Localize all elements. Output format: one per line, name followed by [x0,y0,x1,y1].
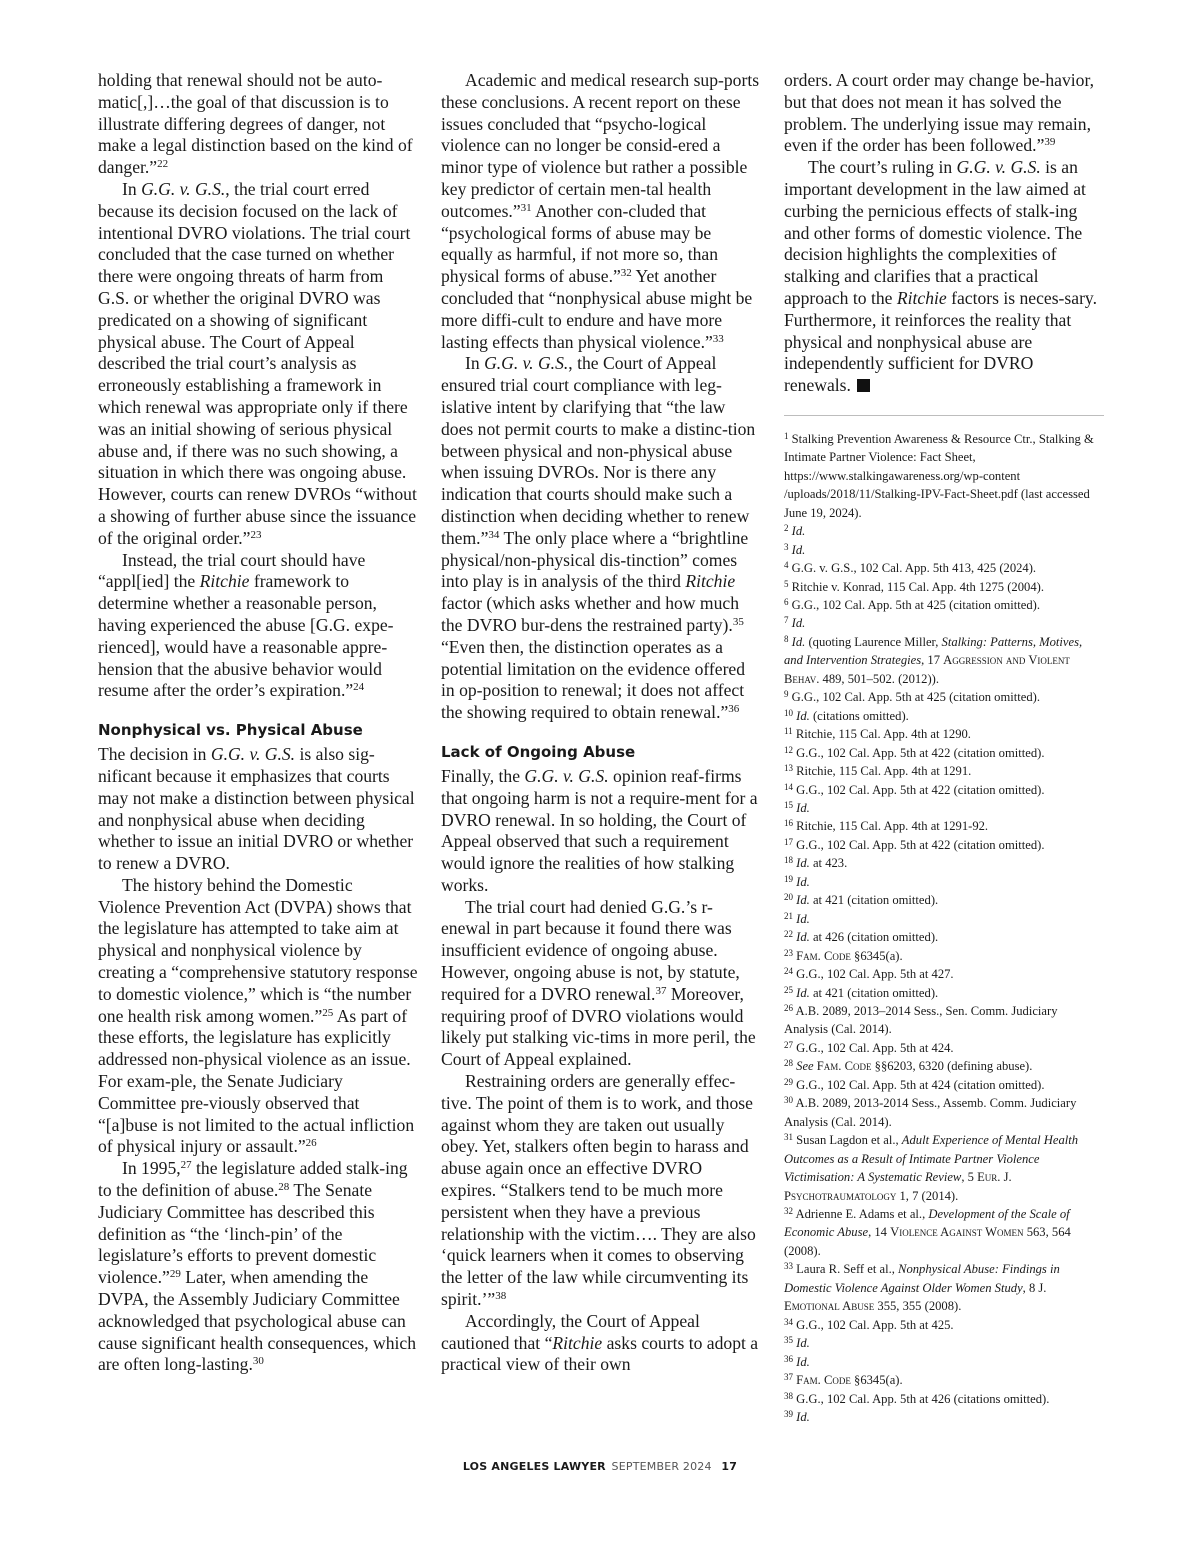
footnote: $^{25}$ Id. at 421 (citation omitted). [784,984,939,1000]
footnote: $^{12}$ G.G., 102 Cal. App. 5th at 422 (citation omitted). [784,744,1045,760]
case-name: Ritchie [552,1332,603,1353]
end-of-article-square-icon [857,379,870,392]
case-name: G.G. v. G.S. [956,157,1041,178]
paragraph: orders. A court order may change be-havior, but that does not mean it has solved the problem. The underlying issue may remain, even if the order has been followed.”$^{39}$ [784,70,1095,156]
footnote: $^8$ Id. (quoting Laurence Miller, Stalking: Patterns, Motives, and Intervention Strategies, 17 Aggression and Violent Behav. 489, 501–502. (2012)). [784,633,1083,686]
footnote-ref: 36 [728,703,740,716]
footnote: $^{36}$ Id. [784,1353,810,1369]
footnote: $^6$ G.G., 102 Cal. App. 5th at 425 (citation omitted). [784,597,1041,613]
footnote-ref: 22 [157,158,169,171]
paragraph: In G.G. v. G.S., the Court of Appeal ensured trial court compliance with leg-islative intent by clarifying that “the law does not permit courts to make a distinc-tion between physical and non-physical abuse when issuing DVROs. Nor is there any indication that courts should make such a distinction when deciding whether to renew them.”$^{34}$ The only place where a “brightline physical/non-physical dis-tinction” comes into play is in analysis of the third Ritchie factor (which asks whether and how much the DVRO bur-dens the restrained party).$^{35}$ “Even then, the distinction operates as a potential limitation on the evidence offered in op-position to renewal; it does not affect the showing required to obtain renewal.”$^{36}$ [441,353,756,723]
footnote: $^{33}$ Laura R. Seff et al., Nonphysical Abuse: Findings in Domestic Violence Against Older Women Study, 8 J. Emotional Abuse 355, 355 (2008). [784,1261,1060,1314]
paragraph: Accordingly, the Court of Appeal cautioned that “Ritchie asks courts to adopt a practical view of their own [441,1310,759,1375]
footnote: $^{32}$ Adrienne E. Adams et al., Development of the Scale of Economic Abuse, 14 Violence Against Women 563, 564 (2008). [784,1205,1071,1258]
case-name: G.G. v. G.S. [141,178,226,199]
footnote: $^3$ Id. [784,541,806,557]
footnote: $^7$ Id. [784,615,806,631]
issue-date: SEPTEMBER 2024 [611,1460,712,1473]
footnote: $^{13}$ Ritchie, 115 Cal. App. 4th at 1291. [784,763,972,779]
publication-name: LOS ANGELES LAWYER [462,1460,606,1473]
paragraph: The decision in G.G. v. G.S. is also sig-nificant because it emphasizes that courts may not make a distinction between physical and nonphysical abuse when deciding whether to issue an initial DVRO or whether to renew a DVRO. [98,744,415,874]
case-name: Ritchie [685,571,736,592]
section-heading: Lack of Ongoing Abuse [441,742,636,761]
footnote: $^{24}$ G.G., 102 Cal. App. 5th at 427. [784,966,954,982]
footnote-ref: 30 [252,1355,264,1368]
footnote: $^5$ Ritchie v. Konrad, 115 Cal. App. 4th 1275 (2004). [784,578,1044,594]
footnote: $^{30}$ A.B. 2089, 2013-2014 Sess., Assemb. Comm. Judiciary Analysis (Cal. 2014). [784,1095,1077,1129]
paragraph: holding that renewal should not be auto-matic[,]…the goal of that discussion is to illustrate differing degrees of danger, not make a legal distinction based on the kind of danger.”$^{22}$ [98,70,413,178]
footnote-ref: 29 [169,1268,181,1281]
case-name: G.G. v. G.S. [524,765,609,786]
footnote: $^{27}$ G.G., 102 Cal. App. 5th at 424. [784,1039,954,1055]
case-name: Ritchie [896,287,947,308]
paragraph: Finally, the G.G. v. G.S. opinion reaf-firms that ongoing harm is not a require-ment for a DVRO renewal. In so holding, the Court of Appeal observed that such a requirement would ignore the realities of how stalking works. [441,765,758,895]
footnote: $^2$ Id. [784,523,806,539]
footnote-ref: 33 [712,332,724,345]
article-column-1 [98,70,418,1376]
article-column-3 [784,70,1104,1426]
footnote-ref: 28 [278,1181,290,1194]
footnote-ref: 38 [495,1290,507,1303]
footnote: $^{20}$ Id. at 421 (citation omitted). [784,892,939,908]
footnote: $^{14}$ G.G., 102 Cal. App. 5th at 422 (citation omitted). [784,781,1045,797]
footnote: $^{39}$ Id. [784,1408,810,1424]
footnote: $^{21}$ Id. [784,910,810,926]
footnote: $^{11}$ Ritchie, 115 Cal. App. 4th at 1290. [784,726,971,742]
footnote-ref: 39 [1044,136,1056,149]
footnote-ref: 34 [488,528,500,541]
footnotes [784,415,1104,1426]
footnote: $^{10}$ Id. (citations omitted). [784,707,909,723]
page-footer [0,1460,1200,1473]
case-name: G.G. v. G.S. [210,744,296,765]
page-number: 17 [721,1460,738,1473]
paragraph: Instead, the trial court should have “appl[ied] the Ritchie framework to determine whether a reasonable person, having experienced the abuse [G.G. expe-rienced], would have a reasonable appre-hension that the abusive behavior would resume after the order’s expiration.”$^{24}$ [98,549,394,701]
paragraph: The trial court had denied G.G.’s r-enewal in part because it found there was insufficient evidence of ongoing abuse. However, ongoing abuse is not, by statute, required for a DVRO renewal.$^{37}$ Moreover, requiring proof of DVRO violations would likely put stalking vic-tims in more peril, the Court of Appeal explained. [441,896,756,1070]
footnote-ref: 27 [180,1159,192,1172]
footnote: $^{26}$ A.B. 2089, 2013–2014 Sess., Sen. Comm. Judiciary Analysis (Cal. 2014). [784,1003,1058,1037]
case-name: Ritchie [199,571,250,592]
footnote: $^{31}$ Susan Lagdon et al., Adult Experience of Mental Health Outcomes as a Result of Intimate Partner Violence Victimisation: A Systematic Review, 5 Eur. J. Psychotraumatology 1, 7 (2014). [784,1132,1079,1203]
footnote-ref: 35 [732,615,744,628]
footnote-ref: 23 [250,528,262,541]
footnote: $^9$ G.G., 102 Cal. App. 5th at 425 (citation omitted). [784,689,1041,705]
footnote: $^{17}$ G.G., 102 Cal. App. 5th at 422 (citation omitted). [784,836,1045,852]
paragraph: In G.G. v. G.S., the trial court erred because its decision focused on the lack of intentional DVRO violations. The trial court concluded that the case turned on whether there were ongoing threats of harm from G.S. or whether the original DVRO was predicated on a showing of significant physical abuse. The Court of Appeal described the trial court’s analysis as erroneously establishing a framework in which renewal was appropriate only if there was an initial showing of serious physical abuse and, if there was no such showing, a situation in which there was ongoing abuse. However, courts can renew DVROs “without a showing of further abuse since the issuance of the original order.”$^{23}$ [98,178,417,548]
footnote: $^1$ Stalking Prevention Awareness & Resource Ctr., Stalking & Intimate Partner Violence: Fact Sheet, https://www.stalkingawareness.org/wp-content /uploads/2018/11/Stalking-IPV-Fact-Sheet.pdf (last accessed June 19, 2024). [784,430,1094,520]
paragraph: The history behind the Domestic Violence Prevention Act (DVPA) shows that the legislature has attempted to take aim at physical and nonphysical violence by creating a “comprehensive statutory response to domestic violence,” which is “the number one health risk among women.”$^{25}$ As part of these efforts, the legislature has explicitly addressed non-physical violence as an issue. For exam-ple, the Senate Judiciary Committee pre-viously observed that “[a]buse is not limited to the actual infliction of physical injury or assault.”$^{26}$ [98,874,418,1157]
footnote: $^{38}$ G.G., 102 Cal. App. 5th at 426 (citations omitted). [784,1390,1050,1406]
footnote: $^{15}$ Id. [784,800,810,816]
footnote: $^{23}$ Fam. Code §6345(a). [784,947,903,963]
footnote-ref: 31 [520,201,532,214]
footnote: $^{34}$ G.G., 102 Cal. App. 5th at 425. [784,1316,954,1332]
footnote: $^{29}$ G.G., 102 Cal. App. 5th at 424 (citation omitted). [784,1076,1045,1092]
footnote: $^4$ G.G. v. G.S., 102 Cal. App. 5th 413, 425 (2024). [784,560,1037,576]
paragraph: In 1995,27 the legislature added stalk-ing to the definition of abuse.$^{28}$ The Senate Judiciary Committee has described this definition as “the ‘linch-pin’ of the legislature’s efforts to prevent domestic violence.”$^{29}$ Later, when amending the DVPA, the Assembly Judiciary Committee acknowledged that psychological abuse can cause significant health consequences, which are often long-lasting.$^{30}$ [98,1158,417,1375]
paragraph: The court’s ruling in G.G. v. G.S. is an important development in the law aimed at curbing the pernicious effects of stalk-ing and other forms of domestic violence. The decision highlights the complexities of stalking and clarifies that a practical approach to the Ritchie factors is neces-sary. Furthermore, it reinforces the reality that physical and nonphysical abuse are independently sufficient for DVRO renewals. [784,157,1097,396]
footnote-ref: 37 [655,984,667,997]
footnote-ref: 24 [353,681,365,694]
footnote: $^{19}$ Id. [784,873,810,889]
footnote: $^{35}$ Id. [784,1335,810,1351]
article-column-2 [441,70,761,1376]
paragraph: Restraining orders are generally effec-tive. The point of them is to work, and those against whom they are taken out usually obey. Yet, stalkers often begin to harass and abuse again once an effective DVRO expires. “Stalkers tend to be much more persistent when they have a previous relationship with the victim…. They are also ‘quick learners when it comes to observing the letter of the law while circumventing its spirit.’”$^{38}$ [441,1071,756,1310]
footnote: $^{18}$ Id. at 423. [784,855,848,871]
footnote: $^{22}$ Id. at 426 (citation omitted). [784,929,939,945]
footnote: $^{28}$ See Fam. Code §§6203, 6320 (defining abuse). [784,1058,1033,1074]
case-name: G.G. v. G.S. [484,353,569,374]
footnote-ref: 32 [620,267,632,280]
footnote: $^{16}$ Ritchie, 115 Cal. App. 4th at 1291-92. [784,818,989,834]
paragraph: Academic and medical research sup-ports these conclusions. A recent report on these issues concluded that “psycho-logical violence can no longer be consid-ered a minor type of violence but rather a possible key predictor of certain men-tal health outcomes.”$^{31}$ Another con-cluded that “psychological forms of abuse may be equally as harmful, if not more so, than physical forms of abuse.”$^{32}$ Yet another concluded that “nonphysical abuse might be more diffi-cult to endure and have more lasting effects than physical violence.”$^{33}$ [441,70,760,352]
section-heading: Nonphysical vs. Physical Abuse [98,721,363,740]
footnote-ref: 26 [305,1137,317,1150]
footnote: $^{37}$ Fam. Code §6345(a). [784,1372,903,1388]
footnote-ref: 25 [322,1006,334,1019]
